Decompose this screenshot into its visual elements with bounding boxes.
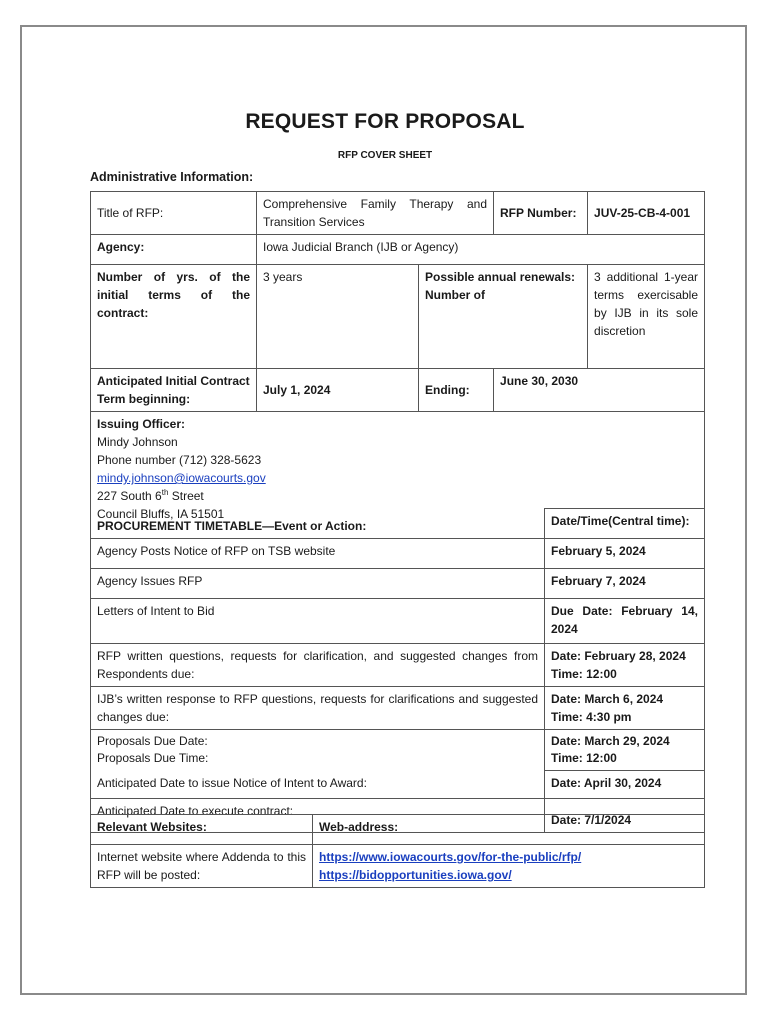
table-row [91,644,705,687]
date-cell: Due Date: February 14, 2024 [545,599,705,644]
timetable-heading: PROCUREMENT TIMETABLE—Event or Action: [91,509,545,539]
event-cell: IJB’s written response to RFP questions, requests for clarifications and suggested changes due: [91,687,545,730]
table-row [91,771,705,799]
table-row [91,539,705,569]
date-cell: Date: April 30, 2024 [545,771,705,799]
row-title [91,192,705,235]
websites-table [90,814,704,888]
bid-opportunities-link[interactable]: https://bidopportunities.iowa.gov/ [319,868,512,882]
officer-phone: Phone number (712) 328-5623 [97,453,262,467]
date-cell: Date: March 6, 2024 Time: 4:30 pm [545,687,705,730]
rfp-number-value: JUV-25-CB-4-001 [588,192,705,235]
rfp-website-link[interactable]: https://www.iowacourts.gov/for-the-public/rfp/ [319,850,582,864]
timetable-header-row [91,509,705,539]
timetable-table [90,508,704,833]
event-cell: Anticipated Date to execute contract: [91,799,545,833]
timetable-date-heading: Date/Time(Central time): [545,509,705,539]
agency-label: Agency: [91,235,257,265]
rfp-number-label: RFP Number: [494,192,588,235]
page-title: REQUEST FOR PROPOSAL [245,110,525,133]
admin-table [90,191,704,526]
date-cell: Date: March 29, 2024 Time: 12:00 [545,730,705,771]
renewals-label: Possible annual renewals: Number of [419,265,588,369]
row-agency [91,235,705,265]
admin-heading: Administrative Information: [90,170,254,184]
date-cell: Date: 7/1/2024 [545,799,705,833]
officer-heading: Issuing Officer: [97,417,186,431]
ending-label: Ending: [419,369,494,412]
renewals-value: 3 additional 1-year terms exercisable by IJB in its sole discretion [588,265,705,369]
title-label: Title of RFP: [91,192,257,235]
officer-name: Mindy Johnson [97,435,178,449]
term-begin-value: July 1, 2024 [257,369,419,412]
officer-city: Council Bluffs, IA 51501 [97,507,225,521]
websites-header-row [91,815,705,845]
event-cell: Proposals Due Date: Proposals Due Time: [91,730,545,771]
row-term [91,369,705,412]
ending-value: June 30, 2030 [494,369,705,412]
title-value: Comprehensive Family Therapy and Transition Services [257,192,494,235]
websites-label: Relevant Websites: [91,815,313,845]
date-cell: Date: February 28, 2024 Time: 12:00 [545,644,705,687]
event-cell: Agency Issues RFP [91,569,545,599]
websites-row [91,845,705,888]
table-row [91,687,705,730]
event-cell: Anticipated Date to issue Notice of Intent to Award: [91,771,545,799]
officer-street: 227 South 6th Street [97,488,204,503]
event-cell: RFP written questions, requests for clarification, and suggested changes from Respondents due: [91,644,545,687]
years-value: 3 years [257,265,419,369]
date-cell: February 5, 2024 [545,539,705,569]
table-row [91,730,705,771]
page-subtitle: RFP COVER SHEET [337,150,433,161]
event-cell: Agency Posts Notice of RFP on TSB website [91,539,545,569]
websites-description: Internet website where Addenda to this RFP will be posted: [91,845,313,888]
term-begin-label: Anticipated Initial Contract Term beginning: [91,369,257,412]
event-cell: Letters of Intent to Bid [91,599,545,644]
table-row [91,569,705,599]
row-years [91,265,705,369]
date-cell: February 7, 2024 [545,569,705,599]
officer-email-link[interactable]: mindy.johnson@iowacourts.gov [97,471,266,485]
years-label: Number of yrs. of the initial terms of the contract: [91,265,257,369]
agency-value: Iowa Judicial Branch (IJB or Agency) [257,235,705,265]
table-row [91,599,705,644]
web-address-label: Web-address: [313,815,705,845]
